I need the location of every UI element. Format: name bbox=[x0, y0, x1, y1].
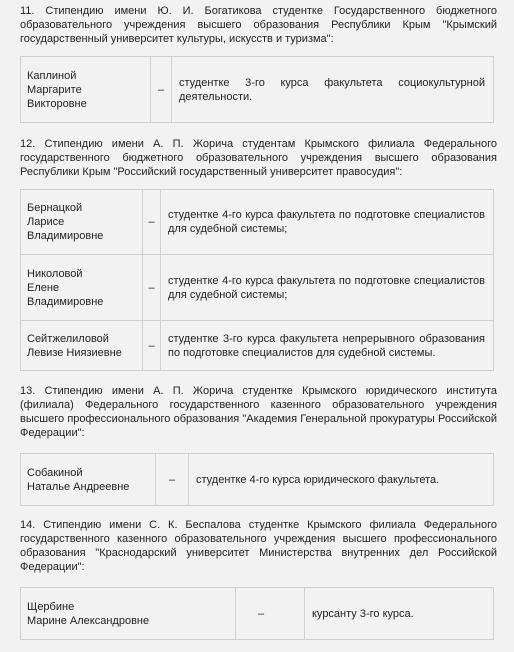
recipient-name: Каплиной Маргарите Викторовне bbox=[27, 69, 87, 110]
table-row bbox=[21, 190, 494, 255]
recipient-name: Николовой Елене Владимировне bbox=[27, 267, 104, 308]
recipient-description: студентке 4-го курса юридического факультета. bbox=[196, 473, 440, 486]
dash: – bbox=[143, 321, 161, 371]
section-13-paragraph: 13. Стипендию имени А. П. Жорича студентке Крымского юридического института (филиала) Федерального государственного казенного образовательного учреждения высшего профессионального образования "Академия Генеральной прокуратуры Российской Федерации": bbox=[20, 385, 497, 439]
section-14-paragraph: 14. Стипендию имени С. К. Беспалова студентке Крымского филиала Федерального государственного казенного образовательного учреждения высшего профессионального образования "Краснодарский университет Министерства внутренних дел Российской Федерации": bbox=[20, 519, 497, 573]
section-11-table bbox=[20, 56, 494, 123]
section-14-table bbox=[20, 587, 494, 640]
dash: – bbox=[143, 190, 161, 255]
section-11-paragraph: 11. Стипендию имени Ю. И. Богатикова студентке Государственного бюджетного образовательного учреждения высшего образования Республики Крым "Крымский государственный университет культуры, искусств и туризма": bbox=[20, 5, 497, 45]
recipient-description: студентке 4-го курса факультета по подготовке специалистов для судебной системы; bbox=[168, 274, 485, 301]
recipient-description: студентке 3-го курса факультета непрерывного образования по подготовке специалистов для судебной системы. bbox=[168, 332, 485, 359]
recipient-name: Собакиной Наталье Андреевне bbox=[27, 466, 130, 493]
section-13-table bbox=[20, 453, 494, 506]
table-row bbox=[21, 57, 494, 123]
recipient-name: Щербине Марине Александровне bbox=[27, 600, 150, 627]
table-row bbox=[21, 454, 494, 506]
section-12-table bbox=[20, 189, 494, 371]
table-row bbox=[21, 255, 494, 321]
recipient-description: студентке 3-го курса факультета социокультурной деятельности. bbox=[179, 76, 485, 103]
dash: – bbox=[143, 255, 161, 321]
dash: – bbox=[151, 57, 172, 123]
recipient-name: Бернацкой Ларисе Владимировне bbox=[27, 202, 104, 242]
dash: – bbox=[236, 588, 305, 640]
recipient-description: курсанту 3-го курса. bbox=[312, 607, 414, 620]
table-row bbox=[21, 321, 494, 371]
section-12-paragraph: 12. Стипендию имени А. П. Жорича студентам Крымского филиала Федерального государственного бюджетного образовательного учреждения высшего образования Республики Крым "Российский государственный университет правосудия": bbox=[20, 138, 497, 178]
recipient-name: Сейтжелиловой Левизе Ниязиевне bbox=[27, 332, 122, 359]
dash: – bbox=[156, 454, 189, 506]
table-row bbox=[21, 588, 494, 640]
recipient-description: студентке 4-го курса факультета по подготовке специалистов для судебной системы; bbox=[168, 209, 485, 235]
